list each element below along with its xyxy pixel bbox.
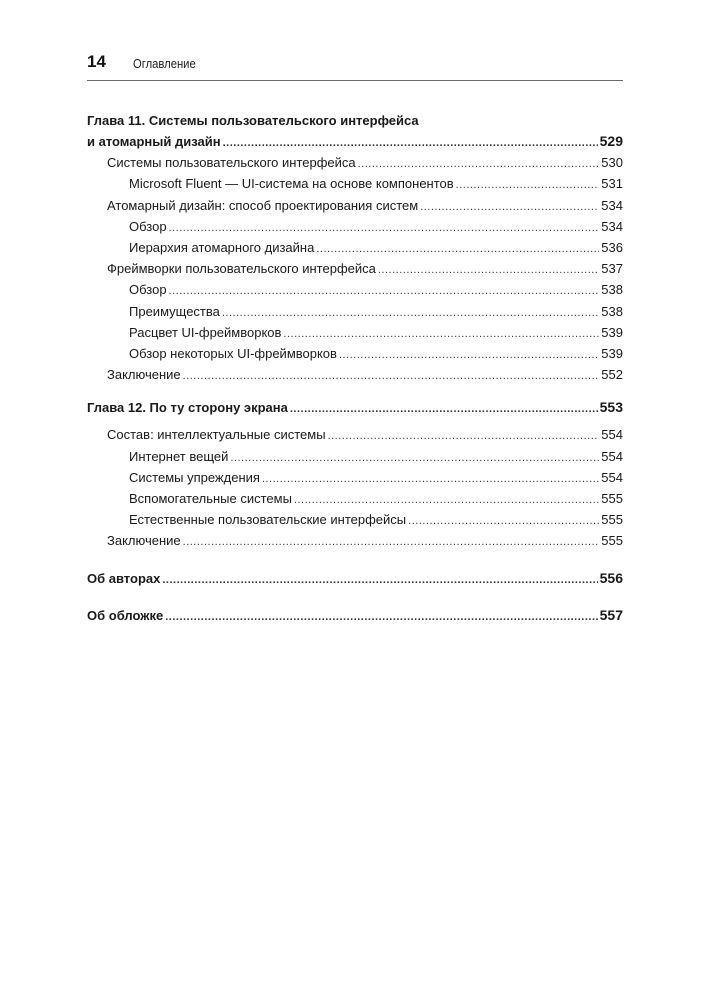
- toc-item-title: Заключение: [107, 367, 181, 383]
- table-of-contents: [87, 110, 623, 626]
- toc-about-cover[interactable]: [87, 605, 623, 626]
- dot-leader: [420, 197, 599, 218]
- toc-chapter-title: Об обложке: [87, 607, 164, 623]
- dot-leader: [358, 154, 600, 175]
- toc-page-number: 537: [601, 261, 623, 277]
- toc-page-number: 554: [601, 427, 623, 443]
- toc-chapter-title: Об авторах: [87, 570, 161, 586]
- toc-item-title: Системы пользовательского интерфейса: [107, 155, 356, 171]
- dot-leader: [230, 448, 599, 469]
- toc-item-title: Обзор некоторых UI-фреймворков: [129, 345, 337, 361]
- running-title: Оглавление: [133, 57, 196, 71]
- toc-item-title: Вспомогательные системы: [129, 491, 292, 506]
- toc-page-number: 536: [601, 239, 623, 255]
- toc-item-title: Обзор: [129, 282, 167, 298]
- toc-page-number: 530: [601, 155, 623, 171]
- toc-about-authors[interactable]: [87, 568, 623, 589]
- toc-chapter-title: Глава 12. По ту сторону экрана: [87, 400, 288, 416]
- toc-page-number: 534: [601, 197, 623, 213]
- toc-page-number: 554: [601, 469, 623, 485]
- toc-item[interactable]: [87, 364, 623, 385]
- toc-item-title: Microsoft Fluent — UI-система на основе компонентов: [129, 176, 454, 192]
- toc-item[interactable]: [87, 195, 623, 216]
- toc-item[interactable]: [87, 343, 623, 364]
- toc-page-number: 554: [601, 448, 623, 464]
- dot-leader: [294, 490, 599, 511]
- toc-page-number: 557: [599, 606, 623, 623]
- dot-leader: [316, 239, 599, 260]
- dot-leader: [262, 469, 599, 490]
- toc-page-number: 534: [601, 218, 623, 234]
- toc-page-number: 555: [601, 533, 623, 549]
- toc-page-number: 555: [601, 491, 623, 506]
- toc-chapter-11-line1[interactable]: [87, 110, 623, 131]
- dot-leader: [183, 366, 600, 387]
- toc-page-number: 538: [601, 303, 623, 319]
- dot-leader: [222, 303, 599, 324]
- dot-leader: [183, 532, 600, 553]
- toc-item-title: Расцвет UI-фреймворков: [129, 324, 282, 340]
- dot-leader: [378, 260, 599, 281]
- toc-chapter-title: и атомарный дизайн: [87, 134, 221, 149]
- toc-item-title: Интернет вещей: [129, 448, 229, 464]
- toc-chapter-11[interactable]: [87, 131, 623, 152]
- toc-page-number: 539: [601, 345, 623, 361]
- toc-page-number: 553: [599, 399, 623, 416]
- toc-item-title: Преимущества: [129, 303, 220, 319]
- dot-leader: [165, 607, 597, 628]
- toc-chapter-title: Глава 11. Системы пользовательского интерфейса: [87, 113, 419, 128]
- toc-item[interactable]: [87, 530, 623, 551]
- dot-leader: [283, 324, 599, 345]
- toc-item[interactable]: [87, 467, 623, 488]
- toc-item[interactable]: [87, 446, 623, 467]
- toc-page-number: 538: [601, 282, 623, 298]
- toc-item[interactable]: [87, 488, 623, 509]
- toc-item[interactable]: [87, 322, 623, 343]
- toc-item[interactable]: [87, 279, 623, 300]
- toc-page-number: 529: [599, 133, 623, 149]
- dot-leader: [408, 511, 599, 532]
- toc-item[interactable]: [87, 509, 623, 530]
- toc-item-title: Системы упреждения: [129, 469, 260, 485]
- toc-item[interactable]: [87, 258, 623, 279]
- dot-leader: [328, 426, 600, 447]
- toc-item-title: Обзор: [129, 218, 167, 234]
- toc-item[interactable]: [87, 216, 623, 237]
- toc-page-number: 556: [599, 569, 623, 586]
- toc-item[interactable]: [87, 152, 623, 173]
- dot-leader: [339, 345, 599, 366]
- toc-chapter-12[interactable]: [87, 397, 623, 418]
- dot-leader: [290, 399, 598, 420]
- toc-item-title: Заключение: [107, 533, 181, 549]
- toc-item-title: Иерархия атомарного дизайна: [129, 239, 315, 255]
- dot-leader: [169, 218, 600, 239]
- dot-leader: [162, 570, 597, 591]
- toc-page-number: 552: [601, 367, 623, 383]
- dot-leader: [169, 281, 600, 302]
- toc-item-title: Состав: интеллектуальные системы: [107, 427, 326, 443]
- toc-item[interactable]: [87, 237, 623, 258]
- toc-item-title: Атомарный дизайн: способ проектирования систем: [107, 197, 419, 213]
- toc-item[interactable]: [87, 301, 623, 322]
- page-number: 14: [87, 52, 106, 71]
- toc-item[interactable]: [87, 424, 623, 445]
- dot-leader: [456, 175, 600, 196]
- toc-item-title: Естественные пользовательские интерфейсы: [129, 512, 407, 528]
- toc-page-number: 531: [601, 176, 623, 192]
- dot-leader: [223, 133, 598, 154]
- toc-item-title: Фреймворки пользовательского интерфейса: [107, 261, 376, 277]
- toc-page-number: 555: [601, 512, 623, 528]
- toc-page-number: 539: [601, 324, 623, 340]
- page-header: [87, 52, 623, 81]
- toc-item[interactable]: [87, 173, 623, 194]
